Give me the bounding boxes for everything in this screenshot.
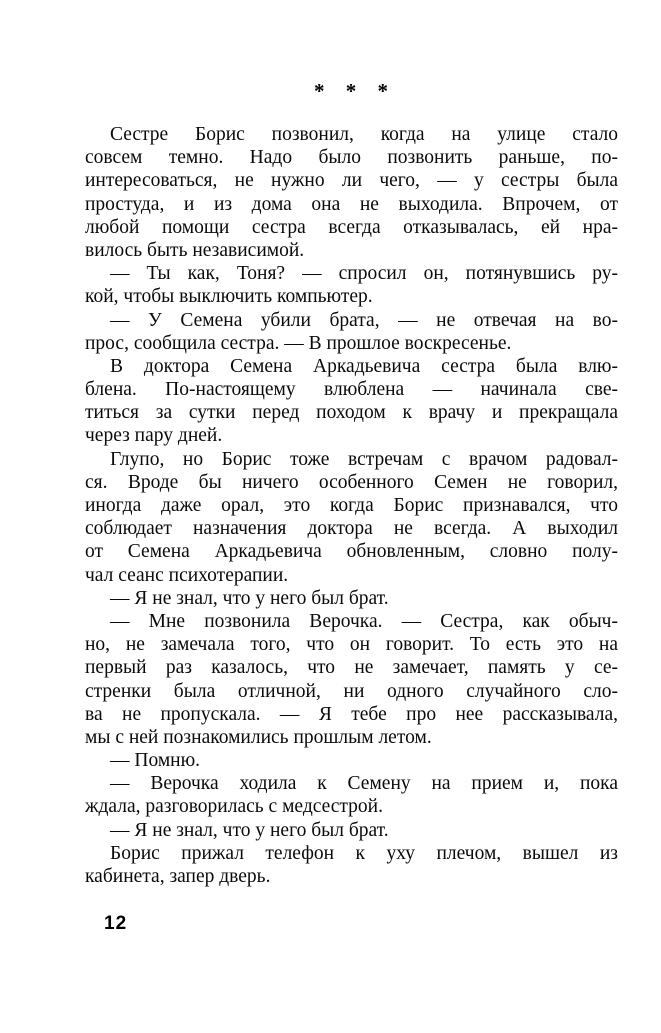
paragraph (85, 587, 618, 610)
text-line: кой, чтобы выключить компьютер. (85, 286, 373, 308)
paragraph (85, 610, 618, 749)
text-line: Борис прижал телефон к уху плечом, вышел из (110, 842, 618, 864)
text-line: — У Семена убили брата, — не отвечая на во- (110, 309, 618, 331)
text-line: соблюдает назначения доктора не всегда. А выходил (85, 518, 618, 540)
text-line: ждала, разговорилась с медсестрой. (85, 796, 383, 818)
paragraph (85, 448, 618, 587)
text-line: — Мне позвонила Верочка. — Сестра, как обыч- (110, 610, 618, 632)
section-separator: * * * (314, 79, 389, 103)
paragraph (85, 309, 618, 355)
paragraph (85, 772, 618, 818)
text-line: интересоваться, не нужно ли чего, — у сестры была (85, 170, 618, 192)
text-line: В доктора Семена Аркадьевича сестра была влю- (110, 355, 618, 377)
text-line: от Семена Аркадьевича обновленным, словно полу- (85, 541, 618, 563)
text-line: — Я не знал, что у него был брат. (110, 819, 389, 841)
paragraph (85, 355, 618, 448)
text-line: блена. По-настоящему влюблена — начинала све- (85, 379, 618, 401)
text-line: — Ты как, Тоня? — спросил он, потянувшись ру- (110, 263, 618, 285)
text-line: кабинета, запер дверь. (85, 866, 271, 887)
paragraph (85, 819, 618, 842)
text-line: но, не замечала того, что он говорит. То есть это на (85, 634, 618, 656)
text-line: — Помню. (110, 750, 201, 772)
text-line: вилось быть независимой. (85, 239, 305, 261)
text-line: Глупо, но Борис тоже встречам с врачом радовал- (110, 448, 618, 470)
text-line: стренки была отличной, ни одного случайного сло- (85, 680, 618, 702)
paragraph (85, 262, 618, 308)
paragraph (85, 842, 618, 888)
text-line: титься за сутки перед походом к врачу и прекращала (85, 402, 618, 424)
text-line: простуда, и из дома она не выходила. Впрочем, от (85, 193, 618, 215)
body-text (85, 123, 618, 888)
text-line: через пару дней. (85, 425, 223, 447)
paragraph (85, 749, 618, 772)
page-number: 12 (104, 913, 128, 934)
text-line: прос, сообщила сестра. — В прошлое воскресенье. (85, 332, 512, 354)
text-line: чал сеанс психотерапии. (85, 564, 289, 586)
text-line: — Верочка ходила к Семену на прием и, пока (110, 773, 618, 795)
text-line: любой помощи сестра всегда отказывалась, ей нра- (85, 216, 618, 238)
text-line: первый раз казалось, что не замечает, память у се- (85, 657, 618, 679)
text-line: мы с ней познакомились прошлым летом. (85, 726, 432, 748)
text-line: ва не пропускала. — Я тебе про нее рассказывала, (85, 703, 618, 725)
text-line: иногда даже орал, это когда Борис признавался, что (85, 495, 618, 516)
text-line: Сестре Борис позвонил, когда на улице стало (110, 124, 618, 145)
text-line: ся. Вроде бы ничего особенного Семен не говорил, (85, 471, 618, 493)
text-line: совсем темно. Надо было позвонить раньше, по- (85, 147, 618, 169)
paragraph (85, 123, 618, 262)
text-line: — Я не знал, что у него был брат. (110, 587, 389, 609)
